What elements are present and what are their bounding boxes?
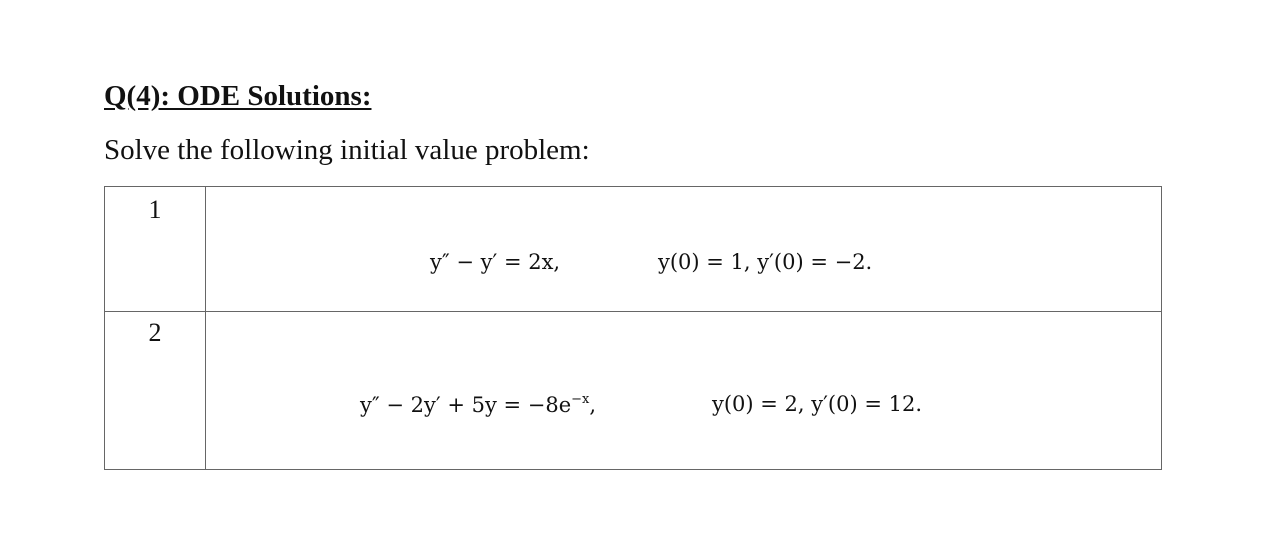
problem-row xyxy=(105,312,1161,469)
problem-number-cell xyxy=(105,312,206,469)
equation-cell xyxy=(206,187,1161,311)
problem-number: 2 xyxy=(148,318,162,347)
differential-equation xyxy=(360,392,596,417)
differential-equation: y″ − y′ = 2x, xyxy=(430,250,561,274)
exponent: −x xyxy=(571,392,590,407)
initial-conditions: y(0) = 2, y′(0) = 12. xyxy=(712,392,922,416)
question-title: Q(4): ODE Solutions: xyxy=(104,80,372,112)
equation-body: y″ − 2y′ + 5y = −8e xyxy=(360,393,572,417)
equation-suffix: , xyxy=(589,393,597,417)
problem-row xyxy=(105,187,1161,312)
equation-cell xyxy=(206,312,1161,469)
problem-number-cell xyxy=(105,187,206,311)
problem-number: 1 xyxy=(148,195,162,224)
instruction-text: Solve the following initial value problem: xyxy=(104,134,590,166)
problems-table xyxy=(104,186,1162,470)
initial-conditions: y(0) = 1, y′(0) = −2. xyxy=(658,250,873,274)
